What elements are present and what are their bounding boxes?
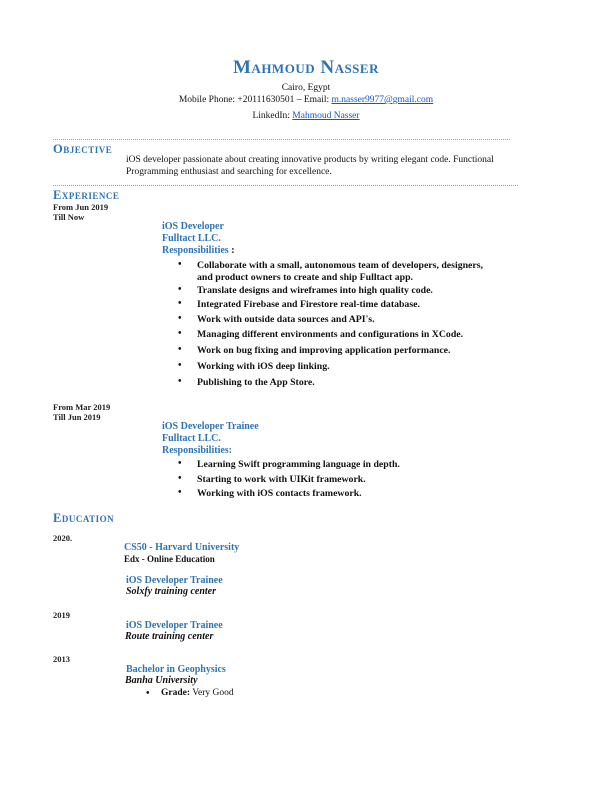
job-till: Till Jun 2019 — [53, 412, 101, 422]
edu-org: Solxfy training center — [126, 586, 217, 597]
responsibility-item: Publishing to the App Store. — [197, 377, 315, 388]
grade-value: Very Good — [190, 688, 234, 698]
bullet-icon: • — [146, 688, 150, 699]
edu-year: 2013 — [53, 654, 70, 664]
responsibility-item: Translate designs and wireframes into high quality code. — [197, 285, 433, 296]
job-company: Fulltact LLC. — [162, 433, 221, 444]
phone-text: Mobile Phone: +20111630501 – Email: — [178, 95, 332, 105]
objective-line: Programming enthusiast and searching for excellence. — [126, 167, 332, 177]
bullet-icon: • — [178, 344, 182, 355]
grade-label: Grade: — [161, 688, 191, 698]
responsibility-item: Working with iOS contacts framework. — [197, 488, 362, 499]
linkedin-label: LinkedIn: — [252, 111, 293, 121]
job-from: From Jun 2019 — [53, 202, 109, 212]
responsibility-item: Managing different environments and configurations in XCode. — [197, 329, 464, 340]
contact-line — [0, 96, 612, 106]
responsibility-item: Starting to work with UIKit framework. — [197, 474, 366, 485]
edu-title: CS50 - Harvard University — [124, 542, 240, 553]
bullet-icon: • — [178, 360, 182, 371]
linkedin-line — [0, 112, 612, 122]
responsibility-item: Collaborate with a small, autonomous team of developers, designers, — [197, 260, 483, 271]
responsibilities-label: Responsibilities: — [162, 445, 233, 456]
edu-org: Banha University — [125, 675, 198, 686]
job-company: Fulltact LLC. — [162, 233, 221, 244]
edu-year: 2020. — [53, 533, 73, 543]
edu-org: Route training center — [125, 631, 214, 642]
responsibility-item: Integrated Firebase and Firestore real-time database. — [197, 299, 420, 310]
grade — [161, 689, 234, 699]
edu-org: Edx - Online Education — [124, 554, 215, 564]
objective-line: iOS developer passionate about creating innovative products by writing elegant code. Functional — [126, 155, 494, 165]
education-heading: Education — [53, 511, 115, 525]
bullet-icon: • — [178, 473, 182, 484]
objective-heading: Objective — [53, 142, 113, 156]
edu-title: Bachelor in Geophysics — [126, 664, 226, 675]
edu-title: iOS Developer Trainee — [126, 575, 223, 586]
bullet-icon: • — [178, 298, 182, 309]
email-link[interactable]: m.nasser9977@gmail.com — [331, 95, 434, 105]
bullet-icon: • — [178, 328, 182, 339]
responsibility-item: Work on bug fixing and improving application performance. — [197, 345, 451, 356]
candidate-name: Mahmoud Nasser — [233, 57, 379, 78]
experience-heading: Experience — [53, 188, 120, 202]
edu-title: iOS Developer Trainee — [126, 620, 223, 631]
job-till: Till Now — [53, 212, 85, 222]
responsibility-item: Working with iOS deep linking. — [197, 361, 330, 372]
divider — [53, 185, 518, 186]
bullet-icon: • — [178, 313, 182, 324]
divider — [53, 139, 510, 140]
responsibility-item: Learning Swift programming language in depth. — [197, 459, 400, 470]
responsibilities-text: Responsibilities — [162, 245, 229, 256]
job-title: iOS Developer — [162, 221, 224, 232]
edu-year: 2019 — [53, 610, 70, 620]
bullet-icon: • — [178, 284, 182, 295]
responsibilities-colon: : — [228, 245, 235, 256]
job-title: iOS Developer Trainee — [162, 421, 259, 432]
bullet-icon: • — [178, 487, 182, 498]
bullet-icon: • — [178, 458, 182, 469]
bullet-icon: • — [178, 259, 182, 270]
job-from: From Mar 2019 — [53, 402, 111, 412]
responsibility-item: and product owners to create and ship Fulltact app. — [197, 272, 414, 283]
linkedin-link[interactable]: Mahmoud Nasser — [292, 111, 360, 121]
location: Cairo, Egypt — [281, 83, 331, 93]
responsibility-item: Work with outside data sources and API's. — [197, 314, 375, 325]
bullet-icon: • — [178, 376, 182, 387]
responsibilities-label — [162, 246, 235, 256]
